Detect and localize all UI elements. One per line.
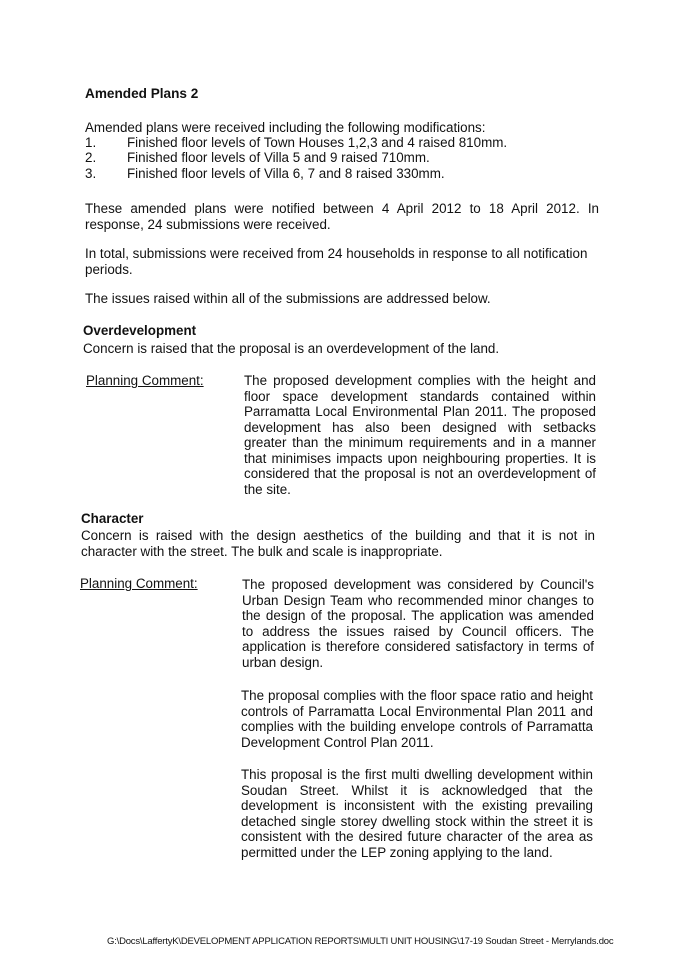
list-item-text: Finished floor levels of Villa 5 and 9 raised 710mm.	[127, 150, 430, 165]
section-heading-character: Character	[81, 511, 144, 526]
list-item-number: 2.	[85, 150, 97, 165]
notified-paragraph: These amended plans were notified between 4 April 2012 to 18 April 2012. In response, 24 submissions were received.	[85, 201, 599, 232]
footer-file-path: G:\Docs\LaffertyK\DEVELOPMENT APPLICATION REPORTS\MULTI UNIT HOUSING\17-19 Soudan Street - Merrylands.doc	[107, 936, 614, 947]
planning-comment-character-3: This proposal is the first multi dwelling development within Soudan Street. Whilst it is acknowledged that the development is inconsistent with the existing prevailing detached single storey dwelling stock within the street it is consistent with the desired future character of the area as permitted under the LEP zoning applying to the land.	[241, 767, 593, 860]
list-item	[85, 166, 625, 182]
section-heading-overdevelopment: Overdevelopment	[83, 323, 197, 338]
planning-comment-label: Planning Comment:	[80, 576, 198, 591]
list-item-text: Finished floor levels of Town Houses 1,2,3 and 4 raised 810mm.	[127, 135, 508, 150]
planning-comment-character-2: The proposal complies with the floor space ratio and height controls of Parramatta Local Environmental Plan 2011 and complies with the building envelope controls of Parramatta Development Control Plan 2011.	[241, 688, 593, 750]
page-heading: Amended Plans 2	[85, 86, 199, 101]
intro-text: Amended plans were received including the following modifications:	[85, 120, 486, 135]
planning-comment-overdevelopment: The proposed development complies with the height and floor space development standards contained within Parramatta Local Environmental Plan 2011. The proposed development has also been designed with setbacks greater than the minimum requirements and in a manner that minimises impacts upon neighbouring properties. It is considered that the proposal is not an overdevelopment of the site.	[244, 373, 596, 497]
list-item	[85, 135, 625, 151]
planning-comment-label: Planning Comment:	[86, 373, 204, 388]
concern-overdevelopment: Concern is raised that the proposal is an overdevelopment of the land.	[83, 341, 500, 356]
concern-character: Concern is raised with the design aesthetics of the building and that it is not in character with the street. The bulk and scale is inappropriate.	[81, 528, 595, 559]
list-item	[85, 150, 625, 166]
list-item-number: 1.	[85, 135, 97, 150]
list-item-number: 3.	[85, 166, 97, 181]
planning-comment-character-1: The proposed development was considered by Council's Urban Design Team who recommended minor changes to the design of the proposal. The application was amended to address the issues raised by Council officers. The application is therefore considered satisfactory in terms of urban design.	[242, 577, 594, 670]
modifications-list	[85, 135, 625, 185]
total-paragraph: In total, submissions were received from 24 households in response to all notification periods.	[85, 246, 588, 277]
list-item-text: Finished floor levels of Villa 6, 7 and 8 raised 330mm.	[127, 166, 445, 181]
issues-paragraph: The issues raised within all of the submissions are addressed below.	[85, 291, 491, 306]
